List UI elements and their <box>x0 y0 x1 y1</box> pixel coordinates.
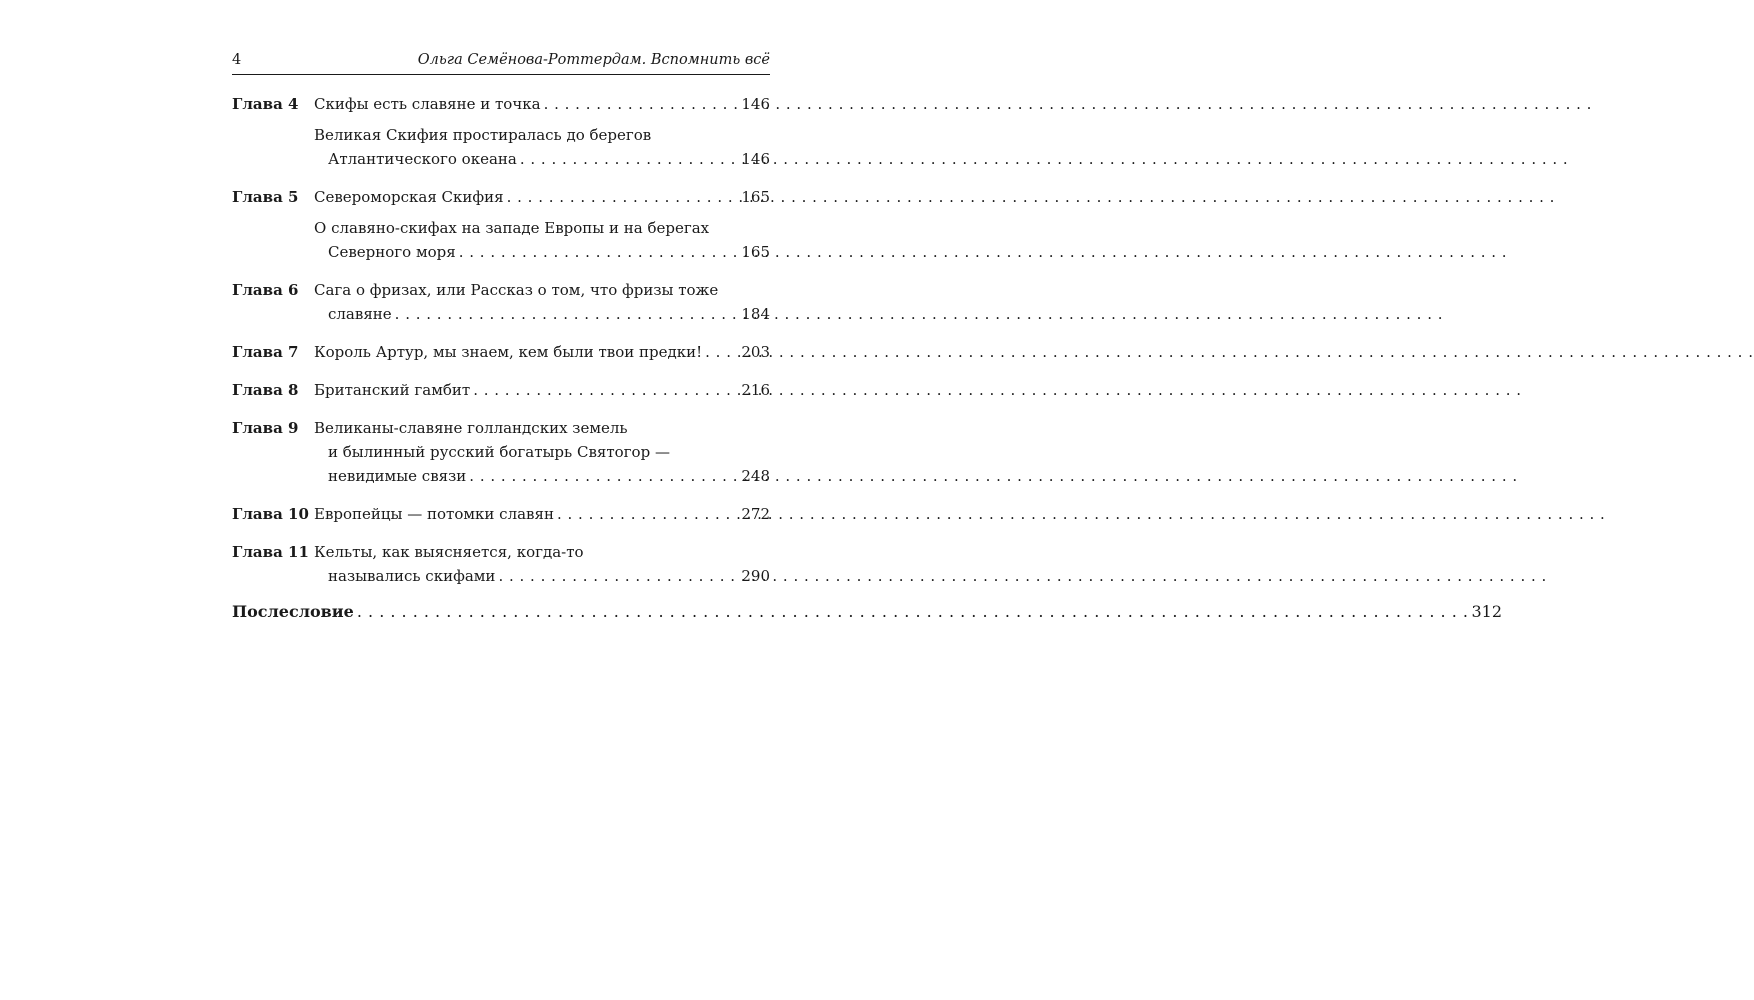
entry-title-line: Северного моря <box>328 243 456 261</box>
toc-entry <box>232 185 770 264</box>
entry-body <box>314 502 770 526</box>
afterword-title: Послесловие <box>232 602 354 621</box>
toc-line <box>314 216 770 240</box>
dot-leader <box>517 147 742 171</box>
entry-page-number: 272 <box>741 505 770 523</box>
table-of-contents <box>232 92 770 588</box>
running-header <box>232 52 770 75</box>
entry-body <box>314 278 770 326</box>
chapter-label: Глава 8 <box>232 381 299 399</box>
entry-page-number: 248 <box>741 467 770 485</box>
toc-line <box>314 185 770 209</box>
dot-leader <box>466 464 741 488</box>
toc-line <box>314 123 770 147</box>
toc-entry <box>232 340 770 364</box>
entry-title-line: Великая Скифия простиралась до берегов <box>314 126 652 144</box>
toc-entry <box>232 92 770 171</box>
toc-line <box>314 278 770 302</box>
entry-page-number: 203 <box>741 343 770 361</box>
entry-body <box>314 378 770 402</box>
toc-line <box>314 502 770 526</box>
entry-title-line: назывались скифами <box>328 567 496 585</box>
dot-leader <box>392 302 742 326</box>
chapter-label: Глава 11 <box>232 543 309 561</box>
dot-leader <box>702 340 741 364</box>
entry-title-line: Британский гамбит <box>314 381 471 399</box>
entry-page-number: 165 <box>741 243 770 261</box>
entry-page-number: 184 <box>741 305 770 323</box>
entry-title-line: Король Артур, мы знаем, кем были твои предки! <box>314 343 703 361</box>
toc-entry <box>232 278 770 326</box>
entry-body <box>314 340 770 364</box>
toc-entry-afterword <box>232 602 1502 621</box>
toc-line <box>314 440 770 464</box>
entry-body <box>314 540 770 588</box>
toc-entry <box>232 416 770 488</box>
toc-line <box>314 147 770 171</box>
toc-line <box>314 240 770 264</box>
chapter-label: Глава 9 <box>232 419 299 437</box>
chapter-label: Глава 7 <box>232 343 299 361</box>
dot-leader <box>495 564 741 588</box>
dot-leader <box>470 378 741 402</box>
chapter-label: Глава 5 <box>232 188 299 206</box>
entry-title-line: Кельты, как выясняется, когда-то <box>314 543 584 561</box>
toc-line <box>314 464 770 488</box>
running-title: Ольга Семёнова-Роттердам. Вспомнить всё <box>417 52 770 68</box>
toc-line <box>314 540 770 564</box>
entry-body <box>314 185 770 264</box>
entry-page-number: 146 <box>741 150 770 168</box>
entry-title-line: Великаны-славяне голландских земель <box>314 419 628 437</box>
entry-page-number: 290 <box>741 567 770 585</box>
entry-title-line: Североморская Скифия <box>314 188 504 206</box>
dot-leader <box>554 502 741 526</box>
toc-line <box>314 378 770 402</box>
entry-title-line: невидимые связи <box>328 467 467 485</box>
toc-line <box>314 302 770 326</box>
toc-entry <box>232 502 770 526</box>
toc-entry <box>232 378 770 402</box>
entry-title-line: Европейцы — потомки славян <box>314 505 554 523</box>
dot-leader <box>456 240 742 264</box>
toc-line <box>314 92 770 116</box>
book-page <box>232 52 1502 635</box>
toc-entry <box>232 540 770 588</box>
entry-title-line: славяне <box>328 305 392 323</box>
entry-body <box>314 92 770 171</box>
entry-title-line: Сага о фризах, или Рассказ о том, что фризы тоже <box>314 281 719 299</box>
entry-page-number: 165 <box>741 188 770 206</box>
toc-line <box>314 340 770 364</box>
entry-title-line: и былинный русский богатырь Святогор — <box>328 443 670 461</box>
toc-line <box>232 602 1502 621</box>
dot-leader <box>354 602 1472 621</box>
chapter-label: Глава 10 <box>232 505 309 523</box>
toc-subentry <box>314 123 770 171</box>
toc-line <box>314 564 770 588</box>
entry-title-line: О славяно-скифах на западе Европы и на берегах <box>314 219 710 237</box>
entry-title-line: Скифы есть славяне и точка <box>314 95 541 113</box>
entry-page-number: 216 <box>741 381 770 399</box>
entry-title-line: Атлантического океана <box>328 150 517 168</box>
toc-subentry <box>314 216 770 264</box>
chapter-label: Глава 6 <box>232 281 299 299</box>
page-number: 4 <box>232 52 242 68</box>
dot-leader <box>541 92 742 116</box>
entry-page-number: 146 <box>741 95 770 113</box>
toc-line <box>314 416 770 440</box>
afterword-page-number: 312 <box>1471 602 1502 621</box>
entry-body <box>314 416 770 488</box>
dot-leader <box>504 185 742 209</box>
chapter-label: Глава 4 <box>232 95 299 113</box>
